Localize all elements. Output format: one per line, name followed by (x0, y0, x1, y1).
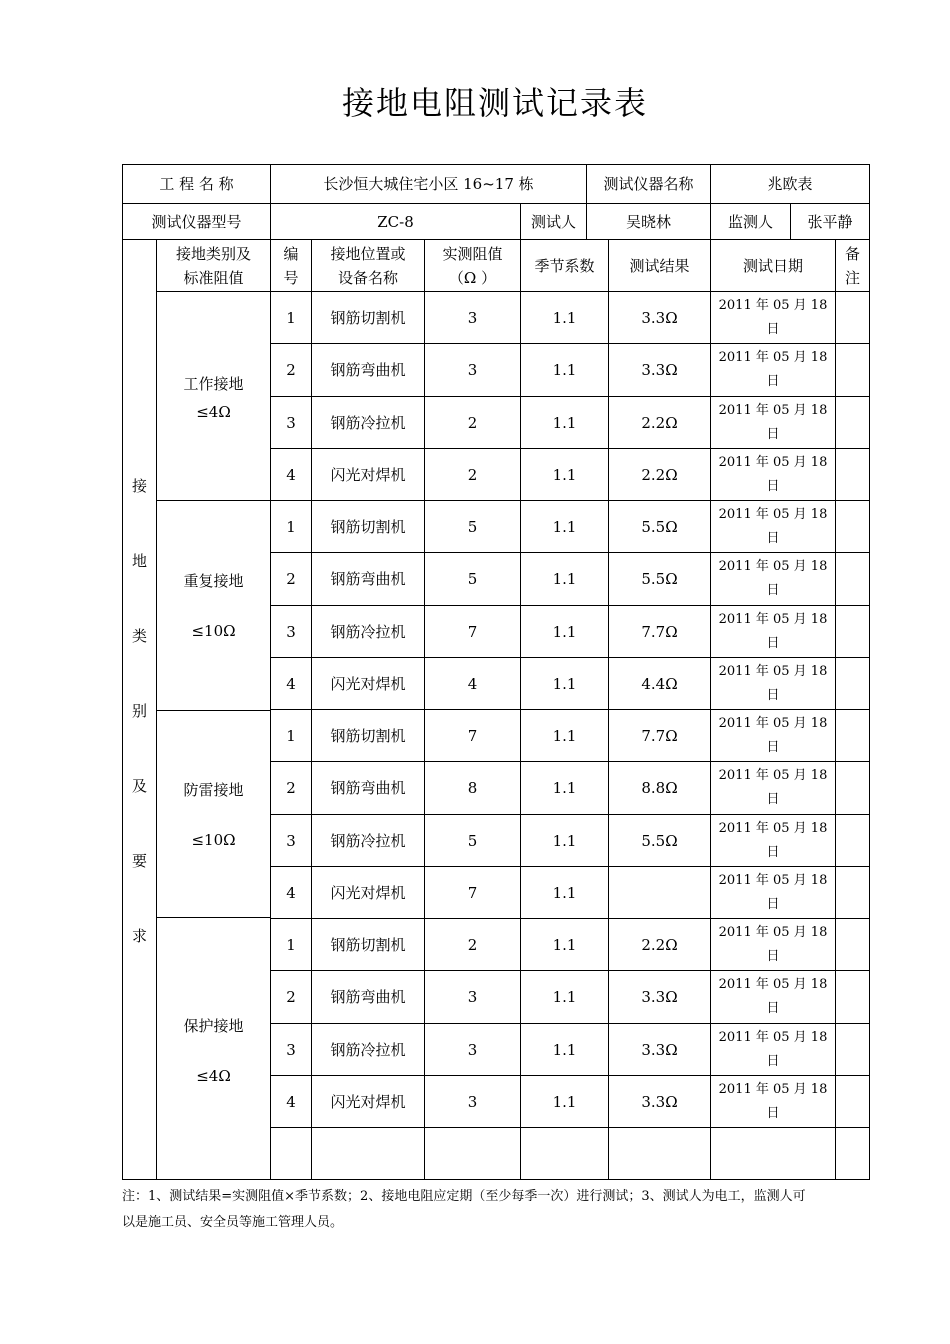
project-name-value: 长沙恒大城住宅小区 16~17 栋 (270, 164, 587, 204)
side-label-char: 要 (131, 852, 147, 870)
cell-remark (835, 552, 870, 606)
cell-result: 2.2Ω (608, 918, 711, 971)
cell-device: 钢筋弯曲机 (311, 552, 425, 606)
group-standard: ≤10Ω (191, 831, 236, 849)
cell-measured: 7 (424, 866, 521, 919)
cell-season: 1.1 (520, 709, 609, 762)
column-header-line: （Ω ） (448, 268, 497, 287)
column-header-line: 接地位置或 (330, 244, 406, 263)
cell-remark (835, 500, 870, 553)
column-header-number (270, 239, 312, 292)
cell-device: 钢筋弯曲机 (311, 970, 425, 1024)
side-label-char: 求 (131, 927, 147, 945)
cell-number: 1 (270, 291, 312, 344)
cell-result: 3.3Ω (608, 1075, 711, 1128)
cell-device: 钢筋冷拉机 (311, 1023, 425, 1076)
cell-date: 2011 年 05 月 18 日 (710, 1023, 836, 1076)
footnote-line: 以是施工员、安全员等施工管理人员。 (122, 1215, 344, 1230)
cell-number: 3 (270, 396, 312, 449)
instrument-name-value: 兆欧表 (710, 164, 870, 204)
cell-season: 1.1 (520, 1075, 609, 1128)
cell-number: 3 (270, 1023, 312, 1076)
cell-measured: 2 (424, 918, 521, 971)
cell-date: 2011 年 05 月 18 日 (710, 605, 836, 658)
side-label-char: 类 (131, 627, 147, 645)
cell-number: 4 (270, 657, 312, 710)
cell-device: 钢筋弯曲机 (311, 343, 425, 397)
cell-device: 钢筋切割机 (311, 500, 425, 553)
cell-remark (835, 1075, 870, 1128)
cell-measured: 8 (424, 761, 521, 815)
cell-season: 1.1 (520, 396, 609, 449)
cell-season: 1.1 (520, 605, 609, 658)
side-label-column (122, 239, 157, 1180)
group-name: 保护接地 (183, 1017, 244, 1035)
cell-remark (835, 1023, 870, 1076)
cell-season: 1.1 (520, 1023, 609, 1076)
cell-device: 钢筋弯曲机 (311, 761, 425, 815)
cell-measured: 2 (424, 396, 521, 449)
cell-season: 1.1 (520, 814, 609, 867)
cell-date: 2011 年 05 月 18 日 (710, 970, 836, 1024)
cell-device: 闪光对焊机 (311, 448, 425, 501)
instrument-name-label: 测试仪器名称 (586, 164, 711, 204)
cell-device: 闪光对焊机 (311, 1075, 425, 1128)
cell-season: 1.1 (520, 291, 609, 344)
instrument-model-label: 测试仪器型号 (122, 203, 271, 240)
cell-device: 钢筋切割机 (311, 918, 425, 971)
monitor-value: 张平静 (790, 203, 870, 240)
cell-date: 2011 年 05 月 18 日 (710, 657, 836, 710)
group-category-protection (156, 917, 271, 1180)
cell-measured: 3 (424, 291, 521, 344)
column-header-line: 实测阻值 (442, 244, 503, 263)
cell-result: 3.3Ω (608, 291, 711, 344)
cell-season: 1.1 (520, 918, 609, 971)
cell-device: 闪光对焊机 (311, 657, 425, 710)
group-standard: ≤4Ω (196, 403, 231, 421)
cell-remark (835, 605, 870, 658)
cell-result: 4.4Ω (608, 657, 711, 710)
column-header-measured (424, 239, 521, 292)
cell-season: 1.1 (520, 448, 609, 501)
cell-measured: 2 (424, 448, 521, 501)
cell-season: 1.1 (520, 970, 609, 1024)
cell-number: 2 (270, 552, 312, 606)
cell-result: 3.3Ω (608, 1023, 711, 1076)
cell-device: 闪光对焊机 (311, 866, 425, 919)
cell-number: 1 (270, 709, 312, 762)
cell-remark (835, 657, 870, 710)
footnote (122, 1184, 872, 1236)
cell-number: 3 (270, 814, 312, 867)
cell-device: 钢筋冷拉机 (311, 814, 425, 867)
cell-remark (835, 291, 870, 344)
project-name-label: 工 程 名 称 (122, 164, 271, 204)
column-header-line: 编 (283, 244, 299, 263)
column-header-season: 季节系数 (520, 239, 609, 292)
cell-number: 2 (270, 761, 312, 815)
cell-device: 钢筋切割机 (311, 709, 425, 762)
cell-season: 1.1 (520, 343, 609, 397)
cell-result: 3.3Ω (608, 970, 711, 1024)
cell-remark (835, 970, 870, 1024)
cell-device: 钢筋冷拉机 (311, 396, 425, 449)
tester-label: 测试人 (520, 203, 587, 240)
cell-date: 2011 年 05 月 18 日 (710, 343, 836, 397)
column-header-line: 号 (283, 268, 299, 287)
cell-remark (835, 709, 870, 762)
empty-cell (520, 1127, 609, 1180)
cell-result: 2.2Ω (608, 396, 711, 449)
empty-cell (710, 1127, 836, 1180)
cell-remark (835, 448, 870, 501)
cell-season: 1.1 (520, 866, 609, 919)
footnote-line: 注：1、测试结果=实测阻值×季节系数；2、接地电阻应定期（至少每季一次）进行测试；3、测试人为电工，监测人可 (122, 1189, 806, 1204)
cell-measured: 7 (424, 709, 521, 762)
cell-season: 1.1 (520, 761, 609, 815)
cell-result: 7.7Ω (608, 709, 711, 762)
cell-number: 1 (270, 918, 312, 971)
empty-cell (270, 1127, 312, 1180)
empty-cell (608, 1127, 711, 1180)
cell-measured: 3 (424, 1023, 521, 1076)
side-label-char: 接 (131, 477, 147, 495)
cell-result: 5.5Ω (608, 500, 711, 553)
column-header-category (156, 239, 271, 292)
cell-result: 8.8Ω (608, 761, 711, 815)
column-header-line: 注 (844, 268, 860, 287)
cell-date: 2011 年 05 月 18 日 (710, 396, 836, 449)
cell-number: 1 (270, 500, 312, 553)
side-label-char: 及 (131, 777, 147, 795)
cell-measured: 3 (424, 1075, 521, 1128)
group-name: 重复接地 (183, 572, 244, 590)
instrument-model-value: ZC-8 (270, 203, 521, 240)
empty-cell (424, 1127, 521, 1180)
group-category-work (156, 291, 271, 501)
cell-date: 2011 年 05 月 18 日 (710, 552, 836, 606)
cell-date: 2011 年 05 月 18 日 (710, 866, 836, 919)
cell-measured: 3 (424, 343, 521, 397)
column-header-line: 标准阻值 (183, 268, 244, 287)
cell-remark (835, 343, 870, 397)
group-name: 防雷接地 (183, 781, 244, 799)
cell-measured: 4 (424, 657, 521, 710)
column-header-date: 测试日期 (710, 239, 836, 292)
empty-cell (835, 1127, 870, 1180)
column-header-result: 测试结果 (608, 239, 711, 292)
cell-season: 1.1 (520, 657, 609, 710)
cell-date: 2011 年 05 月 18 日 (710, 761, 836, 815)
group-standard: ≤4Ω (196, 1067, 231, 1085)
cell-date: 2011 年 05 月 18 日 (710, 918, 836, 971)
group-category-lightning (156, 710, 271, 918)
cell-date: 2011 年 05 月 18 日 (710, 709, 836, 762)
cell-device: 钢筋切割机 (311, 291, 425, 344)
cell-result: 5.5Ω (608, 552, 711, 606)
column-header-line: 备 (844, 244, 860, 263)
cell-number: 2 (270, 970, 312, 1024)
cell-remark (835, 814, 870, 867)
cell-measured: 5 (424, 814, 521, 867)
cell-date: 2011 年 05 月 18 日 (710, 291, 836, 344)
cell-date: 2011 年 05 月 18 日 (710, 1075, 836, 1128)
cell-remark (835, 396, 870, 449)
cell-result: 2.2Ω (608, 448, 711, 501)
cell-number: 3 (270, 605, 312, 658)
cell-date: 2011 年 05 月 18 日 (710, 448, 836, 501)
cell-result: 5.5Ω (608, 814, 711, 867)
cell-number: 4 (270, 1075, 312, 1128)
group-standard: ≤10Ω (191, 622, 236, 640)
monitor-label: 监测人 (710, 203, 791, 240)
cell-remark (835, 918, 870, 971)
side-label-char: 别 (131, 702, 147, 720)
tester-value: 吴晓林 (586, 203, 711, 240)
column-header-remark (835, 239, 870, 292)
cell-measured: 3 (424, 970, 521, 1024)
cell-result: 7.7Ω (608, 605, 711, 658)
cell-result: 3.3Ω (608, 343, 711, 397)
cell-device: 钢筋冷拉机 (311, 605, 425, 658)
group-category-repeat (156, 500, 271, 711)
column-header-location (311, 239, 425, 292)
cell-number: 4 (270, 866, 312, 919)
column-header-line: 接地类别及 (175, 244, 251, 263)
page-title: 接地电阻测试记录表 (341, 84, 648, 122)
cell-measured: 7 (424, 605, 521, 658)
side-label-char: 地 (131, 552, 147, 570)
column-header-line: 设备名称 (337, 268, 398, 287)
group-name: 工作接地 (183, 375, 244, 393)
cell-remark (835, 761, 870, 815)
cell-result (608, 866, 711, 919)
cell-season: 1.1 (520, 500, 609, 553)
cell-date: 2011 年 05 月 18 日 (710, 500, 836, 553)
cell-number: 4 (270, 448, 312, 501)
cell-measured: 5 (424, 500, 521, 553)
cell-season: 1.1 (520, 552, 609, 606)
cell-measured: 5 (424, 552, 521, 606)
empty-cell (311, 1127, 425, 1180)
cell-number: 2 (270, 343, 312, 397)
cell-remark (835, 866, 870, 919)
cell-date: 2011 年 05 月 18 日 (710, 814, 836, 867)
